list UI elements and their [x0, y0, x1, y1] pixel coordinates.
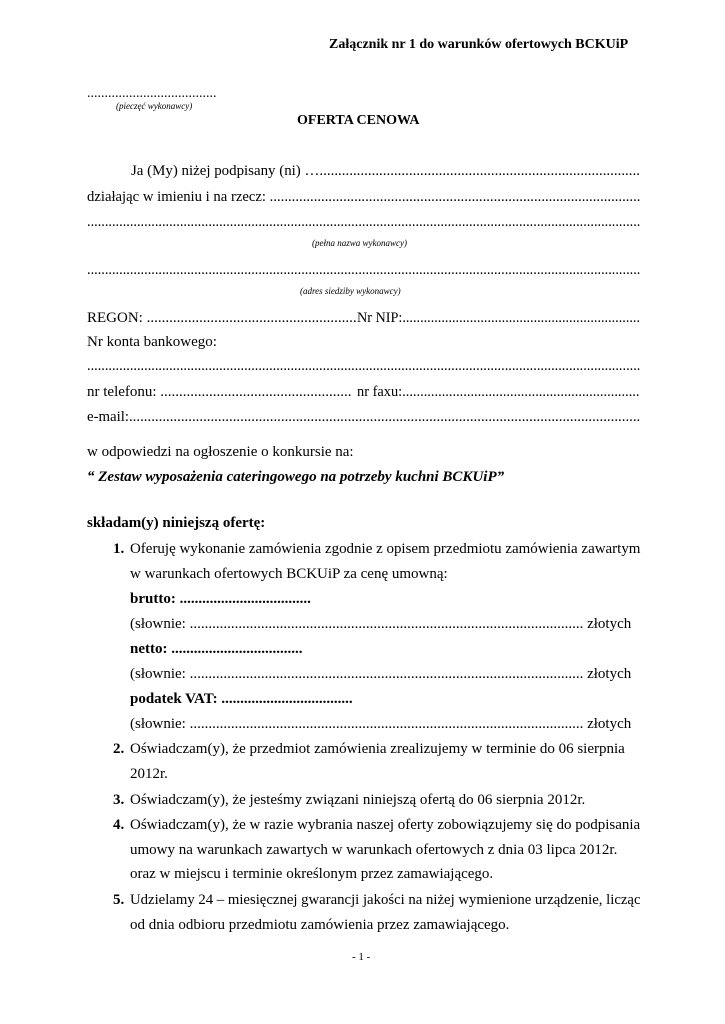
bank-account-line: ...........................................................................................................................................................: [87, 358, 641, 374]
company-name-line: ...........................................................................................................................................................: [87, 214, 641, 230]
item-3-number: 3.: [113, 792, 125, 808]
response-intro: w odpowiedzi na ogłoszenie o konkursie na:: [87, 444, 354, 460]
item-5-number: 5.: [113, 892, 125, 908]
item-1-text-cont: w warunkach ofertowych BCKUiP za cenę umowną:: [130, 566, 448, 582]
fax-field: nr faxu:..................................................................: [357, 384, 640, 400]
item-2-number: 2.: [113, 741, 125, 757]
page-number: - 1 -: [352, 951, 371, 963]
price-brutto: brutto: ...................................: [130, 591, 311, 607]
email-field: e-mail:..........................................................................................................................................: [87, 409, 641, 425]
stamp-caption: (pieczęć wykonawcy): [116, 101, 193, 111]
offer-heading: składam(y) niniejszą ofertę:: [87, 515, 266, 531]
signatory-line: Ja (My) niżej podpisany (ni) …......................................................................................: [131, 163, 640, 179]
annex-title: Załącznik nr 1 do warunków ofertowych BCKUiP: [329, 37, 629, 52]
bank-account-label: Nr konta bankowego:: [87, 334, 217, 350]
price-netto: netto: ...................................: [130, 641, 303, 657]
item-2-text-cont: 2012r.: [130, 766, 168, 782]
item-2-text: Oświadczam(y), że przedmiot zamówienia zrealizujemy w terminie do 06 sierpnia: [130, 741, 625, 757]
price-netto-words: (słownie: ......................................................................................................... złotych: [130, 666, 632, 682]
price-vat-words: (słownie: ......................................................................................................... złotych: [130, 716, 632, 732]
stamp-dots: .....................................: [87, 86, 217, 101]
price-brutto-words: (słownie: ......................................................................................................... złotych: [130, 616, 632, 632]
company-name-caption: (pełna nazwa wykonawcy): [312, 238, 407, 248]
item-5-text: Udzielamy 24 – miesięcznej gwarancji jakości na niżej wymienione urządzenie, licząc: [130, 892, 641, 908]
contest-title: “ Zestaw wyposażenia cateringowego na potrzeby kuchni BCKUiP”: [87, 469, 505, 485]
document-title: OFERTA CENOWA: [297, 113, 420, 128]
regon-field: REGON: ........................................................: [87, 310, 357, 326]
company-address-caption: (adres siedziby wykonawcy): [300, 286, 401, 296]
item-3-text: Oświadczam(y), że jesteśmy związani niniejszą ofertą do 06 sierpnia 2012r.: [130, 792, 586, 808]
item-4-text: Oświadczam(y), że w razie wybrania naszej oferty zobowiązujemy się do podpisania: [130, 817, 641, 833]
item-1-number: 1.: [113, 541, 125, 557]
nip-field: Nr NIP:...................................................................: [357, 310, 641, 326]
item-4-text-cont2: oraz w miejscu i terminie określonym przez zamawiającego.: [130, 866, 494, 882]
price-vat: podatek VAT: ...................................: [130, 691, 353, 707]
item-5-text-cont: od dnia odbioru przedmiotu zamówienia przez zamawiającego.: [130, 917, 510, 933]
company-address-line: ...........................................................................................................................................................: [87, 262, 641, 278]
item-4-number: 4.: [113, 817, 125, 833]
item-4-text-cont: umowy na warunkach zawartych w warunkach ofertowych z dnia 03 lipca 2012r.: [130, 842, 618, 858]
phone-field: nr telefonu: ...................................................: [87, 384, 352, 400]
item-1-text: Oferuję wykonanie zamówienia zgodnie z opisem przedmiotu zamówienia zawartym: [130, 541, 641, 557]
acting-for-line: działając w imieniu i na rzecz: .....................................................................................................: [87, 189, 641, 205]
